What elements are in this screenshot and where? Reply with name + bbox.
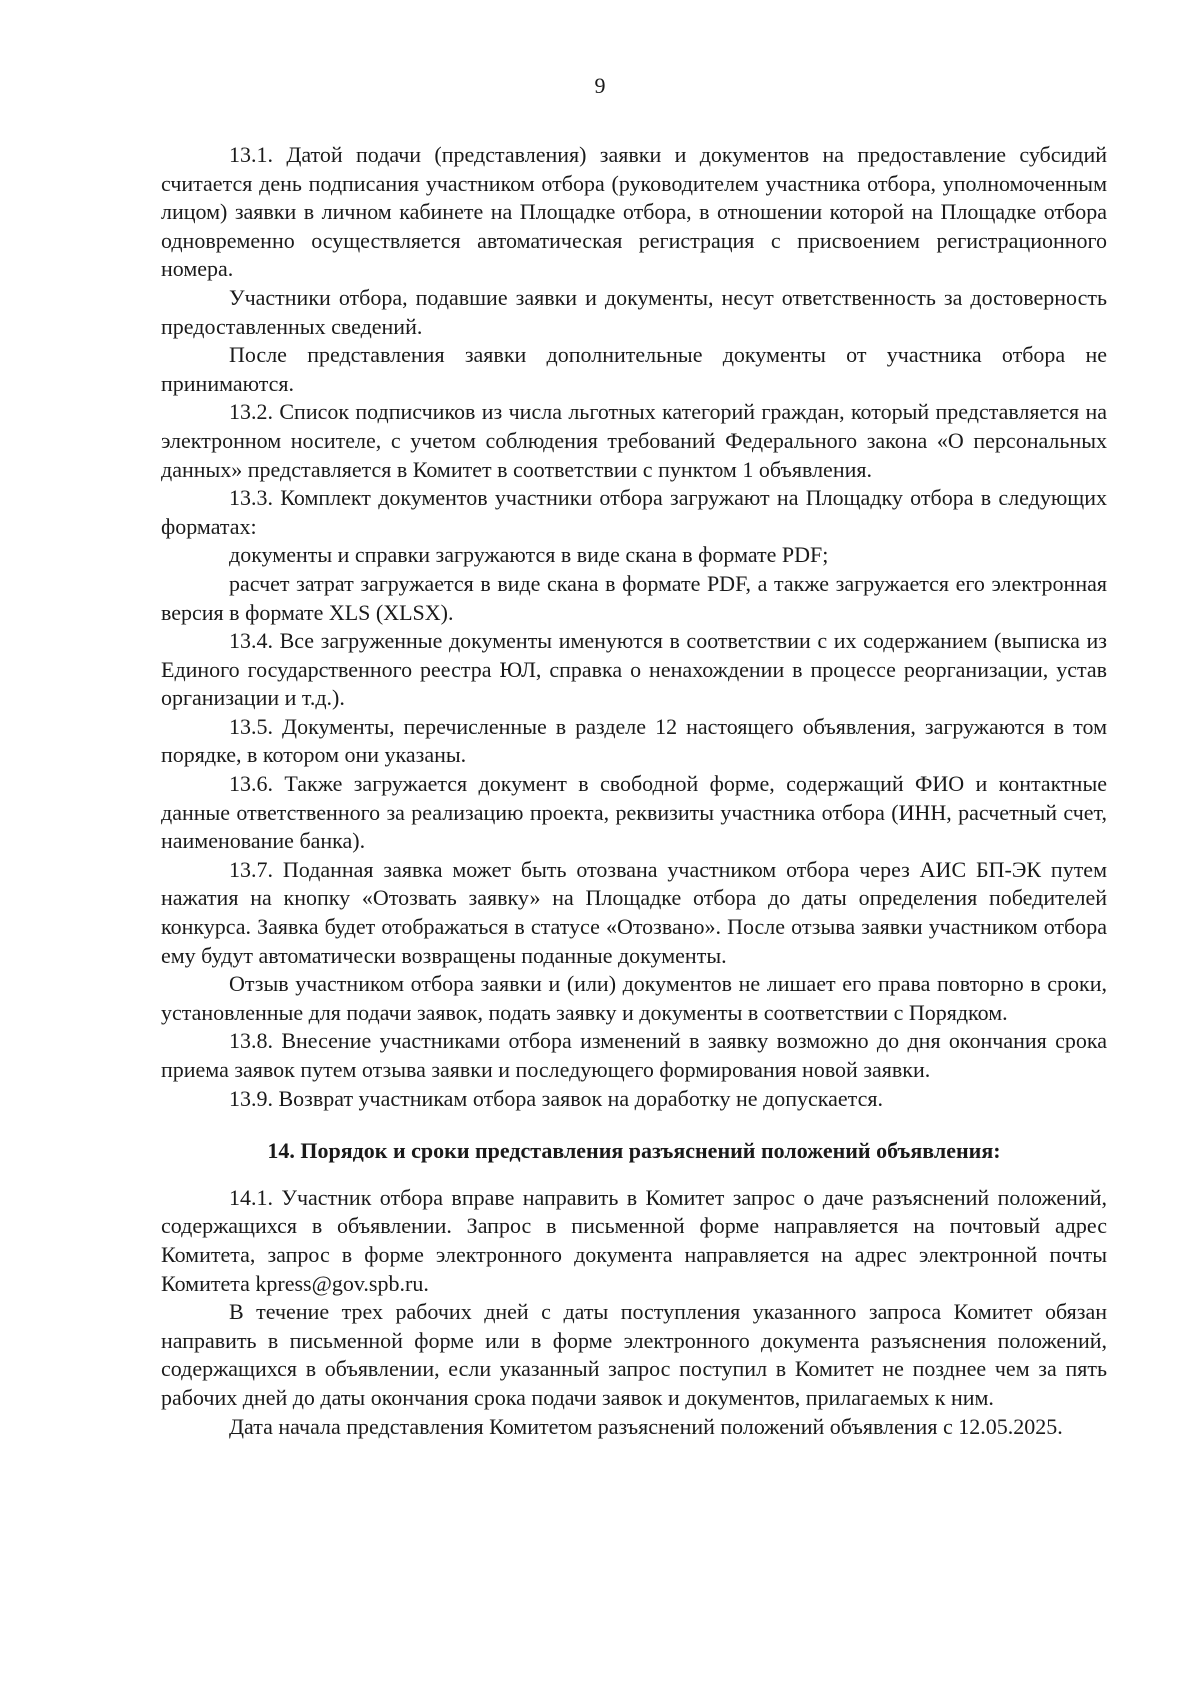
paragraph-13-4: 13.4. Все загруженные документы именуются в соответствии с их содержанием (выписка из Единого государственного реестра ЮЛ, справка о ненахождении в процессе реорганизации, устав организации и т.д.).: [161, 628, 1107, 711]
paragraph-13-7: 13.7. Поданная заявка может быть отозвана участником отбора через АИС БП-ЭК путем нажатия на кнопку «Отозвать заявку» на Площадке отбора до даты определения победителей конкурса. Заявка будет отображаться в статусе «Отозвано». После отзыва заявки участником отбора ему будут автоматически возвращены поданные документы.: [161, 856, 1107, 968]
paragraph-13-9: 13.9. Возврат участникам отбора заявок на доработку не допускается.: [229, 1085, 883, 1111]
paragraph-no-additional-docs: После представления заявки дополнительные документы от участника отбора не принимаются.: [161, 342, 1107, 396]
paragraph-responsibility: Участники отбора, подавшие заявки и документы, несут ответственность за достоверность предоставленных сведений.: [161, 284, 1107, 339]
paragraph-13-1: 13.1. Датой подачи (представления) заявки и документов на предоставление субсидий считается день подписания участником отбора (руководителем участника отбора, уполномоченным лицом) заявки в личном кабинете на Площадке отбора, в отношении которой на Площадке отбора одновременно осуществляется автоматическая регистрация с присвоением регистрационного номера.: [161, 142, 1107, 282]
paragraph-13-5: 13.5. Документы, перечисленные в разделе 12 настоящего объявления, загружаются в том порядке, в котором они указаны.: [161, 713, 1107, 768]
paragraph-13-3: 13.3. Комплект документов участники отбора загружают на Площадку отбора в следующих форматах:: [161, 485, 1107, 539]
section-14-heading: 14. Порядок и сроки представления разъяснений положений объявления:: [267, 1138, 1001, 1164]
paragraph-13-2: 13.2. Список подписчиков из числа льготных категорий граждан, который представляется на электронном носителе, с учетом соблюдения требований Федерального закона «О персональных данных» представляется в Комитет в соответствии с пунктом 1 объявления.: [161, 399, 1107, 482]
document-body: [161, 141, 1107, 1441]
paragraph-14-1: 14.1. Участник отбора вправе направить в Комитет запрос о даче разъяснений положений, содержащихся в объявлении. Запрос в письменной форме направляется на почтовый адрес Комитета, запрос в форме электронного документа направляется на адрес электронной почты Комитета kpress@gov.spb.ru.: [161, 1184, 1107, 1296]
paragraph-13-6: 13.6. Также загружается документ в свободной форме, содержащий ФИО и контактные данные ответственного за реализацию проекта, реквизиты участника отбора (ИНН, расчетный счет, наименование банка).: [161, 771, 1107, 854]
page-number: 9: [594, 73, 606, 98]
paragraph-format-pdf: документы и справки загружаются в виде скана в формате PDF;: [229, 542, 829, 568]
paragraph-withdrawal-rights: Отзыв участником отбора заявки и (или) документов не лишает его права повторно в сроки, установленные для подачи заявок, подать заявку и документы в соответствии с Порядком.: [161, 971, 1107, 1025]
paragraph-start-date: Дата начала представления Комитетом разъяснений положений объявления с 12.05.2025.: [229, 1413, 1063, 1439]
paragraph-13-8: 13.8. Внесение участниками отбора изменений в заявку возможно до дня окончания срока приема заявок путем отзыва заявки и последующего формирования новой заявки.: [161, 1028, 1107, 1082]
paragraph-format-xls: расчет затрат загружается в виде скана в формате PDF, а также загружается его электронная версия в формате XLS (XLSX).: [161, 570, 1107, 625]
paragraph-response-terms: В течение трех рабочих дней с даты поступления указанного запроса Комитет обязан направить в письменной форме или в форме электронного документа разъяснения положений, содержащихся в объявлении, если указанный запрос поступил в Комитет не позднее чем за пять рабочих дней до даты окончания срока подачи заявок и документов, прилагаемых к ним.: [161, 1299, 1107, 1410]
